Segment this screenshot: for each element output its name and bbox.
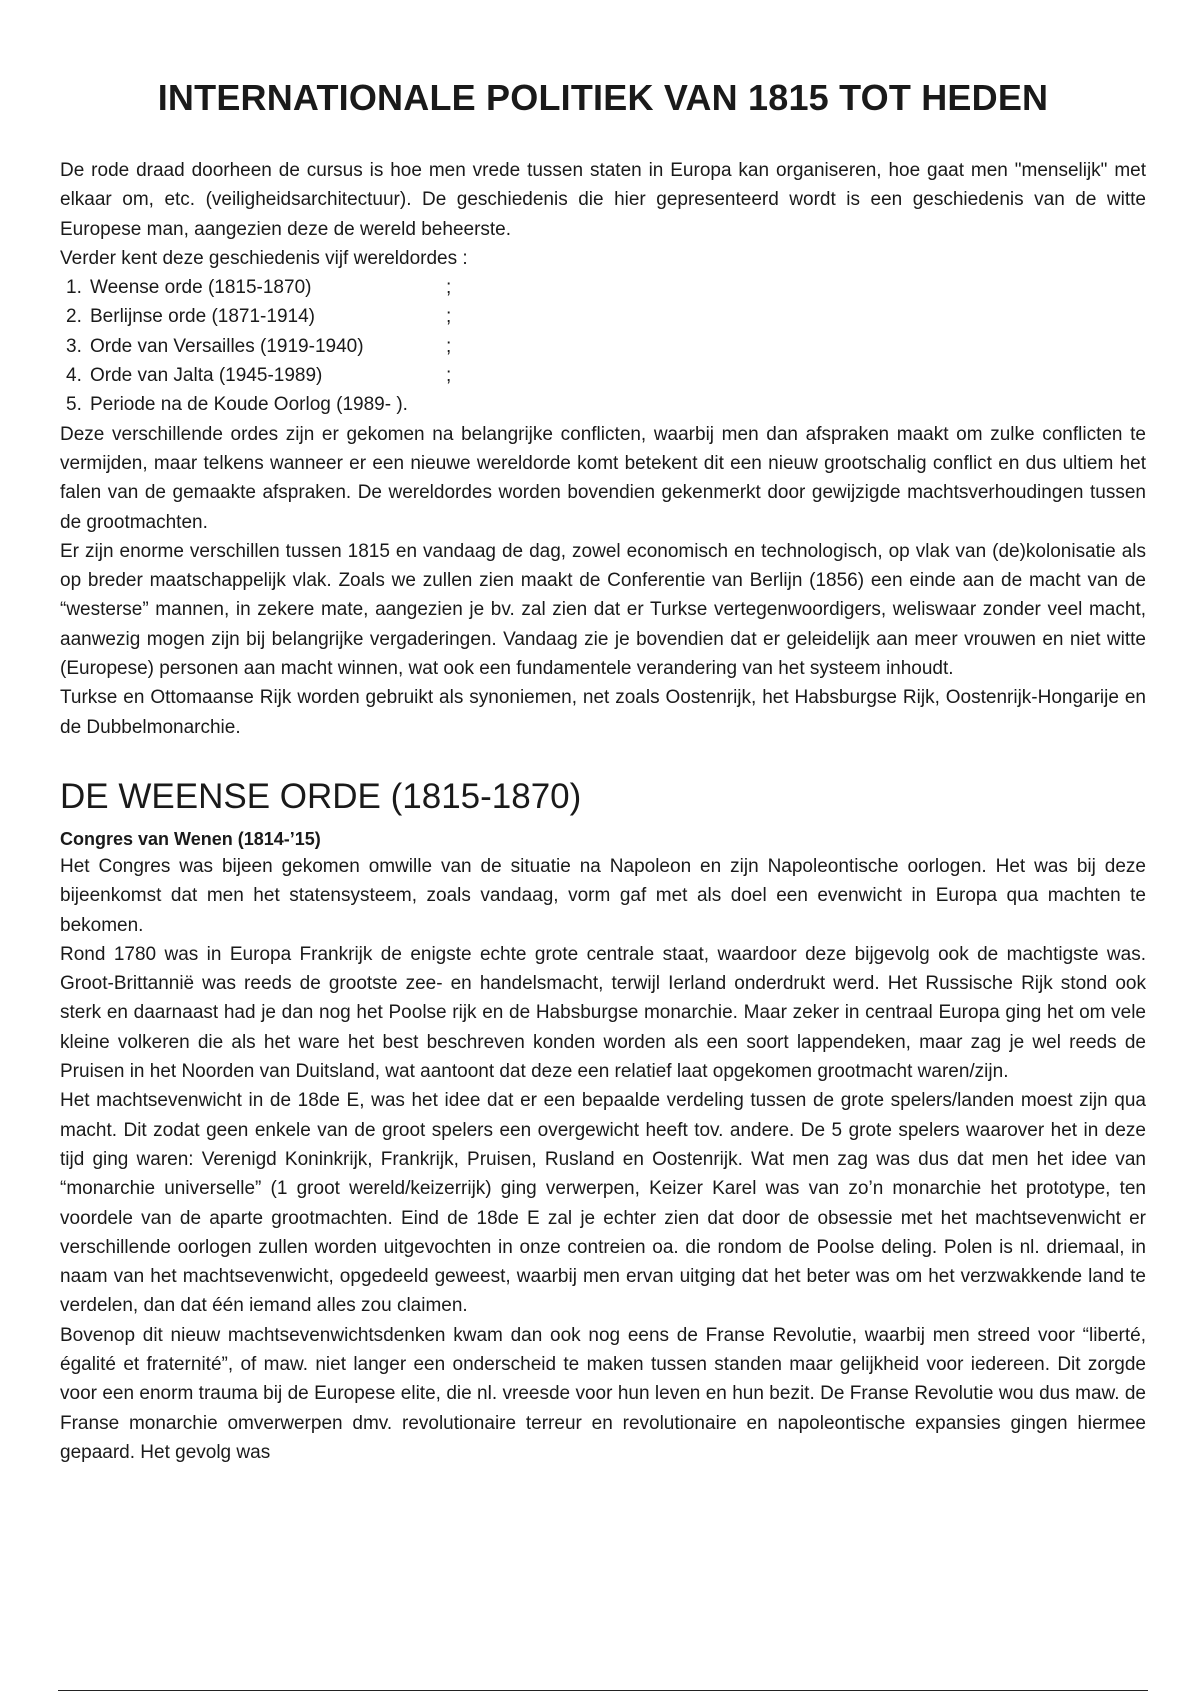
list-item bbox=[60, 390, 1146, 419]
intro-paragraph-3: Deze verschillende ordes zijn er gekomen na belangrijke conflicten, waarbij men dan afspraken maakt om zulke conflicten te vermijden, maar telkens wanneer er een nieuwe wereldorde komt betekent dit een nieuw grootschalig conflict en dus ultiem het falen van de gemaakte afspraken. De wereldordes worden bovendien gekenmerkt door gewijzigde machtsverhoudingen tussen de grootmachten. bbox=[60, 423, 1146, 533]
intro-paragraph-5: Turkse en Ottomaanse Rijk worden gebruikt als synoniemen, net zoals Oostenrijk, het Habsburgse Rijk, Oostenrijk-Hongarije en de Dubbelmonarchie. bbox=[60, 687, 1146, 738]
intro-section bbox=[60, 156, 1146, 742]
body-paragraph-4: Bovenop dit nieuw machtsevenwichtsdenken kwam dan ook nog eens de Franse Revolutie, waarbij men streed voor “liberté, égalité et fraternité”, of maw. niet langer een onderscheid te maken tussen standen maar gelijkheid voor iedereen. Dit zorgde voor een enorm trauma bij de Europese elite, die nl. vreesde voor hun leven en hun bezit. De Franse Revolutie wou dus maw. de Franse monarchie omverwerpen dmv. revolutionaire terreur en revolutionaire en napoleontische expansies gingen hiermee gepaard. Het gevolg was bbox=[60, 1324, 1146, 1463]
list-item-text: Orde van Versailles (1919-1940) bbox=[90, 335, 364, 357]
list-item-number: 2. bbox=[66, 306, 82, 328]
list-item bbox=[60, 273, 1146, 302]
list-item-number: 3. bbox=[66, 335, 82, 357]
list-item-text: Weense orde (1815-1870) bbox=[90, 277, 312, 299]
world-orders-list bbox=[60, 273, 1146, 419]
list-item-text: Berlijnse orde (1871-1914) bbox=[90, 306, 315, 328]
list-item-text: Orde van Jalta (1945-1989) bbox=[90, 365, 323, 387]
list-item-number: 5. bbox=[66, 394, 82, 416]
list-item-number: 4. bbox=[66, 365, 82, 387]
section-body bbox=[60, 852, 1146, 1467]
intro-paragraph-2: Verder kent deze geschiedenis vijf wereldordes : bbox=[60, 247, 468, 269]
list-item-number: 1. bbox=[66, 277, 82, 299]
list-item-separator: ; bbox=[446, 306, 452, 328]
list-item-text: Periode na de Koude Oorlog (1989- ). bbox=[90, 394, 408, 416]
list-item bbox=[60, 302, 1146, 331]
list-item bbox=[60, 361, 1146, 390]
body-paragraph-2: Rond 1780 was in Europa Frankrijk de enigste echte grote centrale staat, waardoor deze bijgevolg ook de machtigste was. Groot-Brittannië was reeds de grootste zee- en handelsmacht, terwijl Ierland onderdrukt werd. Het Russische Rijk stond ook sterk en daarnaast had je dan nog het Poolse rijk en de Habsburgse monarchie. Maar zeker in centraal Europa ging het om vele kleine volkeren die als het ware het best beschreven konden worden als een soort lappendeken, maar zag je wel reeds de Pruisen in het Noorden van Duitsland, wat aantoont dat deze een relatief laat opgekomen grootmacht waren/zijn. bbox=[60, 943, 1146, 1083]
body-paragraph-1: Het Congres was bijeen gekomen omwille van de situatie na Napoleon en zijn Napoleontische oorlogen. Het was bij deze bijeenkomst dat men het statensysteem, zoals vandaag, vorm gaf met als doel een evenwicht in Europa qua machten te bekomen. bbox=[60, 855, 1146, 936]
footer-divider bbox=[58, 1690, 1148, 1691]
list-item-separator: ; bbox=[446, 277, 452, 299]
intro-paragraph-4: Er zijn enorme verschillen tussen 1815 en vandaag de dag, zowel economisch en technologisch, op vlak van (de)kolonisatie als op breder maatschappelijk vlak. Zoals we zullen zien maakt de Conferentie van Berlijn (1856) een einde aan de macht van de “westerse” mannen, in zekere mate, aangezien je bv. zal zien dat er Turkse vertegenwoordigers, weliswaar zonder veel macht, aanwezig mogen zijn bij belangrijke vergaderingen. Vandaag zie je bovendien dat er geleidelijk aan meer vrouwen en niet witte (Europese) personen aan macht winnen, wat ook een fundamentele verandering van het systeem inhoudt. bbox=[60, 540, 1146, 680]
list-item-separator bbox=[446, 390, 466, 419]
body-paragraph-3: Het machtsevenwicht in de 18de E, was het idee dat er een bepaalde verdeling tussen de grote spelers/landen moest zijn qua macht. Dit zodat geen enkele van de groot spelers een overgewicht heeft tov. andere. De 5 grote spelers waarover het in deze tijd ging waren: Verenigd Koninkrijk, Frankrijk, Pruisen, Rusland en Oostenrijk. Wat men zag was dus dat men het idee van “monarchie universelle” (1 groot wereld/keizerrijk) ging verwerpen, Keizer Karel was van zo’n monarchie het prototype, ten voordele van de aparte grootmachten. Eind de 18de E zal je echter zien dat door de obsessie met het machtsevenwicht er verschillende oorlogen zullen worden uitgevochten in onze contreien oa. die rondom de Poolse deling. Polen is nl. driemaal, in naam van het machtsevenwicht, opgedeeld geweest, waarbij men ervan uitging dat het beter was om het verzwakkende land te verdelen, dan dat één iemand alles zou claimen. bbox=[60, 1090, 1146, 1317]
list-item-separator: ; bbox=[446, 365, 452, 387]
document-title: INTERNATIONALE POLITIEK VAN 1815 TOT HEDEN bbox=[157, 77, 1049, 118]
section-heading: DE WEENSE ORDE (1815-1870) bbox=[60, 776, 582, 816]
list-item bbox=[60, 332, 1146, 361]
section-subheading: Congres van Wenen (1814-’15) bbox=[60, 828, 321, 849]
list-item-separator: ; bbox=[446, 335, 452, 357]
document-page bbox=[60, 0, 1146, 1467]
intro-paragraph-1: De rode draad doorheen de cursus is hoe men vrede tussen staten in Europa kan organiseren, hoe gaat men "menselijk" met elkaar om, etc. (veiligheidsarchitectuur). De geschiedenis die hier gepresenteerd wordt is een geschiedenis van de witte Europese man, aangezien deze de wereld beheerste. bbox=[60, 160, 1146, 240]
